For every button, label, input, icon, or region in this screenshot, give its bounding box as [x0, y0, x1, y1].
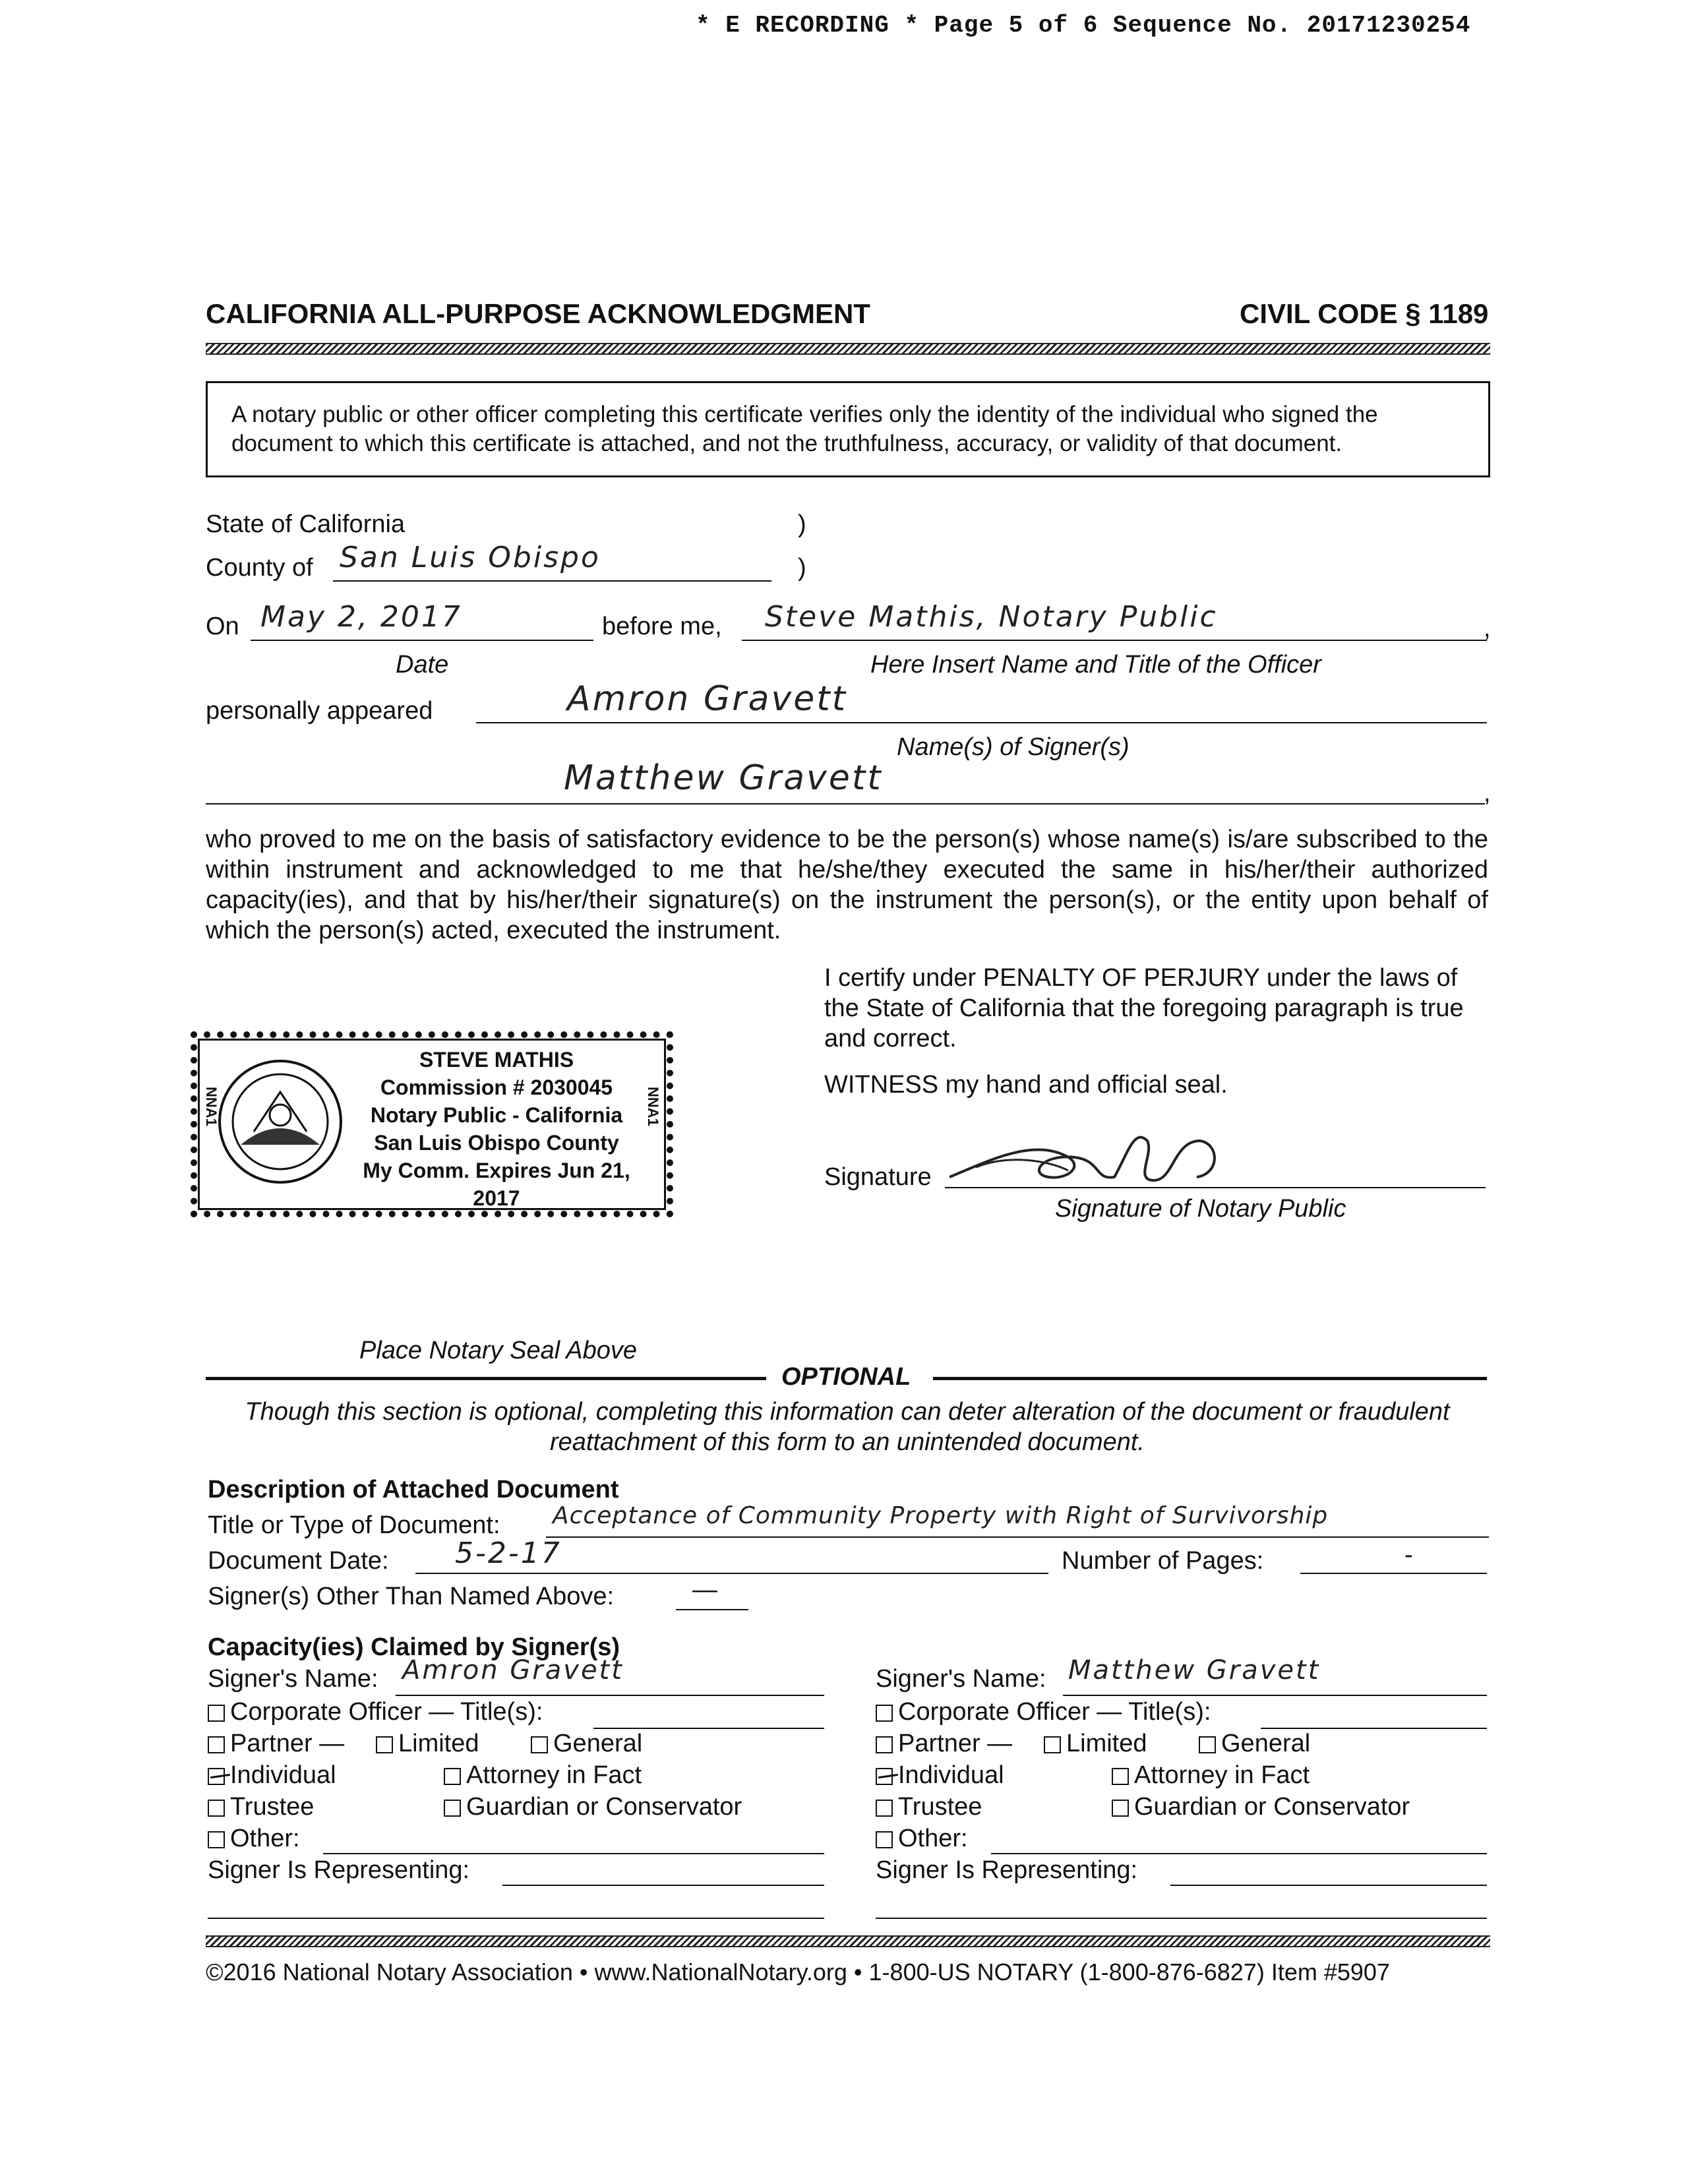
place-seal-caption: Place Notary Seal Above [359, 1337, 638, 1364]
seal-text-block [351, 1046, 642, 1212]
footer-text: ©2016 National Notary Association • www.NationalNotary.org • 1-800-US NOTARY (1-800-876-6827) Item #5907 [206, 1958, 1390, 1986]
doc-title-value: Acceptance of Community Property with Right of Survivorship [553, 1502, 1329, 1529]
checkbox[interactable] [876, 1831, 893, 1848]
decorative-border-bottom [206, 1935, 1490, 1947]
checkbox[interactable] [1112, 1800, 1129, 1817]
trustee-label: Trustee [230, 1793, 315, 1821]
signer1-limited[interactable] [376, 1730, 479, 1758]
other-label: Other: [230, 1825, 300, 1852]
date-line [251, 640, 593, 641]
general-label: General [1221, 1730, 1311, 1757]
signer1-name-label: Signer's Name: [208, 1665, 378, 1693]
corporate-label: Corporate Officer — Title(s): [230, 1698, 543, 1726]
officer-caption: Here Insert Name and Title of the Officer [870, 651, 1321, 679]
guardian-label: Guardian or Conservator [466, 1793, 742, 1821]
signer2-limited[interactable] [1044, 1730, 1147, 1758]
optional-heading: OPTIONAL [781, 1363, 911, 1391]
proved-paragraph: who proved to me on the basis of satisfactory evidence to be the person(s) whose name(s) is/are subscribed to the within instrument and acknowledged to me that he/she/they executed the same in his/her/their authorized capacity(ies), and that by his/her/their signature(s) on the instrument the person(s), or the entity upon behalf of which the person(s) acted, executed the instrument. [206, 826, 1488, 944]
signer2-name-value: Matthew Gravett [1068, 1655, 1321, 1685]
attorney-label: Attorney in Fact [1134, 1761, 1310, 1789]
checkbox[interactable] [531, 1736, 548, 1753]
signer2-other[interactable] [876, 1825, 968, 1853]
other-signers-label: Signer(s) Other Than Named Above: [208, 1583, 615, 1610]
checkbox[interactable] [1044, 1736, 1061, 1753]
pages-line [1300, 1573, 1487, 1574]
seal-commission: Commission # 2030045 [380, 1076, 613, 1099]
seal-side-code-right: NNA1 [645, 1087, 661, 1126]
checkbox-checked[interactable] [208, 1768, 225, 1785]
signer2-comma: , [1484, 779, 1491, 807]
checkbox[interactable] [208, 1800, 225, 1817]
doc-title-label: Title or Type of Document: [208, 1511, 500, 1539]
notice-text: A notary public or other officer completing this certificate verifies only the identity of the individual who signed the document to which this certificate is attached, and not the truthfulness, accuracy, or validity of that document. [231, 402, 1378, 456]
seal-county: San Luis Obispo County [374, 1131, 619, 1155]
other-signers-line [676, 1609, 748, 1610]
checkbox[interactable] [208, 1736, 225, 1753]
limited-label: Limited [398, 1730, 479, 1757]
signer2-extra-line [876, 1918, 1487, 1919]
signer1-general[interactable] [531, 1730, 642, 1758]
checkbox[interactable] [444, 1800, 461, 1817]
individual-label: Individual [230, 1761, 336, 1789]
signers-caption: Name(s) of Signer(s) [897, 733, 1130, 761]
checkbox[interactable] [1112, 1768, 1129, 1785]
checkbox[interactable] [1199, 1736, 1216, 1753]
notary-signature [936, 1114, 1240, 1194]
signer1-other-line [323, 1853, 824, 1854]
checkbox[interactable] [876, 1736, 893, 1753]
doc-title-line [546, 1536, 1489, 1538]
pages-value: - [1404, 1541, 1413, 1569]
partner-label: Partner — [230, 1730, 345, 1757]
capacity-heading: Capacity(ies) Claimed by Signer(s) [208, 1633, 620, 1661]
signer1-trustee[interactable] [208, 1793, 314, 1821]
county-value: San Luis Obispo [340, 541, 601, 574]
seal-expires: My Comm. Expires Jun 21, 2017 [363, 1159, 630, 1210]
certify-text: I certify under PENALTY OF PERJURY under the laws of the State of California that the foregoing paragraph is true and correct. [824, 964, 1464, 1052]
signer1-partner[interactable] [208, 1730, 344, 1758]
optional-rule-left [206, 1377, 766, 1380]
signer1-title-line [593, 1728, 824, 1729]
limited-label: Limited [1066, 1730, 1147, 1757]
optional-rule-right [933, 1377, 1487, 1380]
signer1-guardian[interactable] [444, 1793, 742, 1821]
signer1-attorney[interactable] [444, 1761, 642, 1790]
checkbox[interactable] [208, 1705, 225, 1722]
seal-side-code-left: NNA1 [203, 1087, 220, 1126]
county-line [333, 580, 771, 582]
signer1-name-value: Amron Gravett [402, 1655, 624, 1685]
general-label: General [553, 1730, 643, 1757]
signer2-value: Matthew Gravett [564, 758, 883, 798]
checkbox[interactable] [876, 1800, 893, 1817]
doc-date-line [415, 1573, 1048, 1574]
checkbox-checked[interactable] [876, 1768, 893, 1785]
county-label: County of [206, 554, 313, 582]
state-label: State of California [206, 510, 406, 538]
state-paren: ) [798, 510, 806, 538]
signer1-value: Amron Gravett [567, 679, 847, 719]
officer-comma: , [1484, 615, 1491, 642]
checkbox[interactable] [208, 1831, 225, 1848]
signer2-title-line [1261, 1728, 1487, 1729]
before-me-label: before me, [602, 613, 722, 640]
partner-label: Partner — [898, 1730, 1013, 1757]
other-label: Other: [898, 1825, 968, 1852]
signer2-other-line [991, 1853, 1487, 1854]
individual-label: Individual [898, 1761, 1004, 1789]
doc-date-label: Document Date: [208, 1547, 389, 1575]
witness-text: WITNESS my hand and official seal. [824, 1071, 1228, 1099]
civil-code: CIVIL CODE § 1189 [1240, 298, 1489, 329]
signer1-representing: Signer Is Representing: [208, 1856, 470, 1884]
doc-date-value: 5-2-17 [455, 1536, 562, 1570]
date-value: May 2, 2017 [260, 600, 462, 634]
optional-intro: Though this section is optional, completing this information can deter alteration of the document or fraudulent reattachment of this form to an unintended document. [245, 1398, 1450, 1456]
officer-line [742, 640, 1487, 641]
signer2-attorney[interactable] [1112, 1761, 1310, 1790]
signature-label: Signature [824, 1163, 932, 1191]
signer2-trustee[interactable] [876, 1793, 982, 1821]
signature-caption: Signature of Notary Public [1055, 1195, 1346, 1223]
signer2-individual[interactable] [876, 1761, 1004, 1790]
date-caption: Date [396, 651, 449, 679]
officer-value: Steve Mathis, Notary Public [765, 600, 1218, 634]
personally-appeared-label: personally appeared [206, 697, 433, 725]
on-label: On [206, 613, 239, 640]
signer1-individual[interactable] [208, 1761, 336, 1790]
signer1-corporate[interactable] [208, 1698, 543, 1726]
checkbox[interactable] [876, 1705, 893, 1722]
form-title: CALIFORNIA ALL-PURPOSE ACKNOWLEDGMENT [206, 298, 870, 329]
signer1-extra-line [208, 1918, 824, 1919]
signer1-line [476, 722, 1487, 723]
signer1-other[interactable] [208, 1825, 300, 1853]
checkbox[interactable] [444, 1768, 461, 1785]
signer2-partner[interactable] [876, 1730, 1012, 1758]
signer2-representing-line [1170, 1885, 1487, 1886]
corporate-label: Corporate Officer — Title(s): [898, 1698, 1211, 1726]
signer2-line [206, 803, 1485, 804]
attorney-label: Attorney in Fact [466, 1761, 642, 1789]
county-paren: ) [798, 554, 806, 582]
desc-heading: Description of Attached Document [208, 1476, 619, 1503]
trustee-label: Trustee [898, 1793, 982, 1821]
checkbox[interactable] [376, 1736, 393, 1753]
pages-label: Number of Pages: [1062, 1547, 1264, 1575]
signer2-corporate[interactable] [876, 1698, 1211, 1726]
seal-name: STEVE MATHIS [419, 1048, 574, 1072]
signer1-name-line [396, 1695, 824, 1696]
decorative-border-top [206, 343, 1490, 355]
other-signers-value: — [692, 1576, 717, 1604]
notary-seal [198, 1039, 666, 1210]
signer2-name-line [1063, 1695, 1487, 1696]
recording-header: * E RECORDING * Page 5 of 6 Sequence No. 20171230254 [696, 12, 1471, 39]
signer2-general[interactable] [1199, 1730, 1310, 1758]
signer1-representing-line [502, 1885, 824, 1886]
guardian-label: Guardian or Conservator [1134, 1793, 1410, 1821]
signer2-guardian[interactable] [1112, 1793, 1410, 1821]
signer2-name-label: Signer's Name: [876, 1665, 1046, 1693]
seal-title: Notary Public - California [370, 1103, 623, 1127]
signer2-representing: Signer Is Representing: [876, 1856, 1138, 1884]
notice-box [206, 381, 1490, 477]
state-seal-emblem [214, 1052, 346, 1191]
